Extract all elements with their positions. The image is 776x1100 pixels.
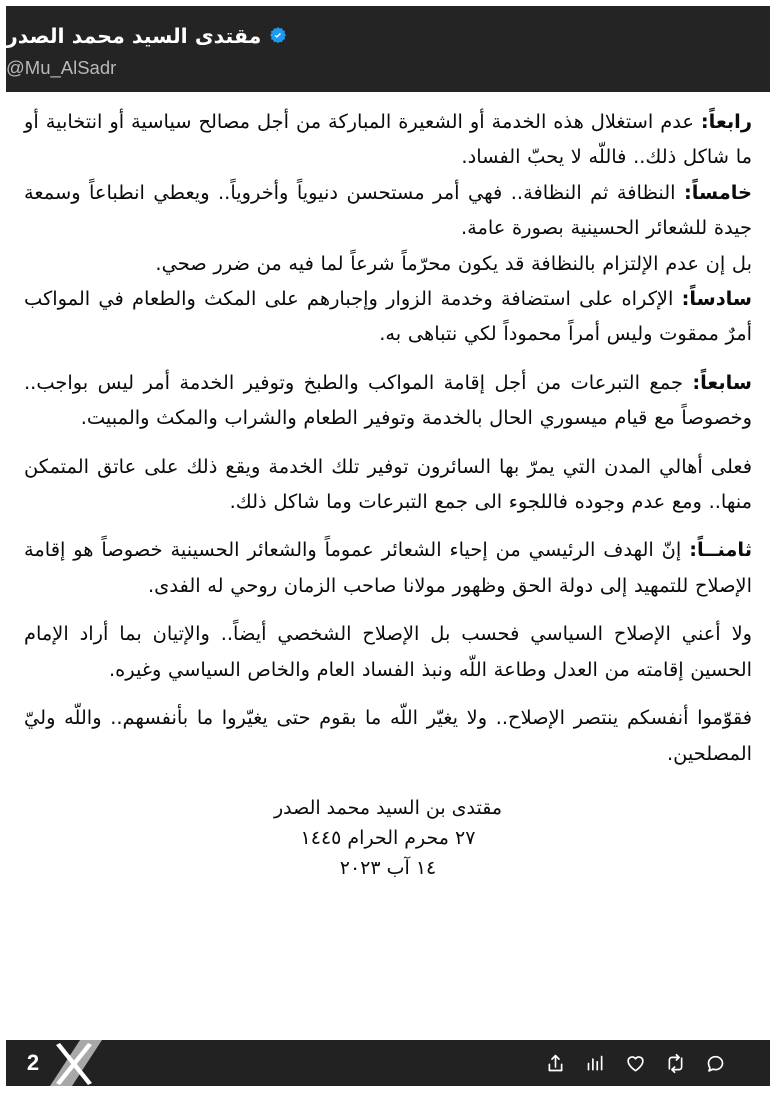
account-header: [6, 6, 770, 92]
paragraph-lead: سادساً:: [681, 287, 752, 311]
paragraph-text: جمع التبرعات من أجل إقامة المواكب والطبخ وتوفير الخدمة أمر ليس بواجب.. وخصوصاً مع قيام ميسوري الحال بالخدمة وتوفير الطعام والشراب والمكث والمبيت.: [24, 370, 752, 430]
paragraph-item-fourth: [24, 104, 752, 175]
page-number-badge: 2: [26, 1050, 40, 1075]
signature-block: [24, 793, 752, 883]
paragraph-lead: ثامنــاً:: [689, 538, 752, 562]
tweet-action-bar: [6, 1040, 770, 1086]
paragraph-item-fifth-note: [24, 246, 752, 281]
comment-icon[interactable]: [705, 1053, 726, 1074]
paragraph-text: إنّ الهدف الرئيسي من إحياء الشعائر عموماً والشعائر الحسينية خصوصاً هو إقامة الإصلاح للتمهيد إلى دولة الحق وظهور مولانا صاحب الزمان روحي له الفدى.: [24, 538, 752, 597]
paragraph-item-eighth: [24, 532, 752, 603]
paragraph-item-seventh-note: [24, 449, 752, 520]
analytics-bars-icon[interactable]: [585, 1053, 606, 1074]
account-name-row: [6, 21, 288, 51]
paragraph-item-fifth: [24, 175, 752, 246]
signature-name: مقتدى بن السيد محمد الصدر: [273, 796, 503, 819]
paragraph-item-seventh: [24, 365, 752, 436]
paragraph-text: النظافة ثم النظافة.. فهي أمر مستحسن دنيوياً وأخروياً.. ويعطي انطباعاً وسمعة جيدة للشعائر الحسينية بصورة عامة.: [24, 180, 752, 240]
paragraph-lead: سابعاً:: [692, 370, 752, 394]
x-logo-icon: [50, 1040, 102, 1086]
account-handle: @Mu_AlSadr: [6, 56, 117, 78]
paragraph-text: عدم استغلال هذه الخدمة أو الشعيرة المباركة من أجل مصالح سياسية أو انتخابية أو ما شاكل ذلك.. فاللّه لا يحبّ الفساد.: [24, 110, 752, 169]
signature-hijri-date: ٢٧ محرم الحرام ١٤٤٥: [300, 826, 476, 849]
paragraph-lead: خامساً:: [683, 180, 752, 204]
share-icon[interactable]: [545, 1053, 566, 1074]
signature-gregorian-date: ١٤ آب ٢٠٢٣: [339, 856, 437, 879]
paragraph-text: بل إن عدم الإلتزام بالنظافة قد يكون محرّماً شرعاً لما فيه من ضرر صحي.: [155, 251, 752, 275]
heart-icon[interactable]: [625, 1053, 646, 1074]
action-icons-group: [545, 1053, 752, 1074]
retweet-icon[interactable]: [665, 1053, 686, 1074]
account-display-name: مقتدى السيد محمد الصدر: [6, 23, 262, 48]
paragraph-text: فقوّموا أنفسكم ينتصر الإصلاح.. ولا يغيّر اللّه ما بقوم حتى يغيّروا ما بأنفسهم.. واللّه وليّ المصلحين.: [24, 706, 752, 765]
paragraph-text: الإكراه على استضافة وخدمة الزوار وإجبارهم على المكث والطعام في المواكب أمرٌ ممقوت وليس أمراً محموداً لكي نتباهى به.: [24, 287, 752, 346]
verified-badge-icon: [268, 26, 288, 46]
paragraph-lead: رابعاً:: [700, 110, 752, 133]
tweet-body: [24, 104, 752, 1026]
paragraph-text: فعلى أهالي المدن التي يمرّ بها السائرون توفير تلك الخدمة ويقع ذلك على عاتق المتمكن منها.. ومع عدم وجوده فاللجوء الى جمع التبرعات وما شاكل ذلك.: [24, 454, 752, 514]
paragraph-closing-call: [24, 700, 752, 771]
paragraph-text: ولا أعني الإصلاح السياسي فحسب بل الإصلاح الشخصي أيضاً.. والإتيان بما أراد الإمام الحسين إقامته من العدل وطاعة اللّه ونبذ الفساد العام والخاص السياسي وغيره.: [24, 622, 752, 681]
paragraph-item-sixth: [24, 281, 752, 352]
paragraph-item-eighth-note: [24, 616, 752, 687]
